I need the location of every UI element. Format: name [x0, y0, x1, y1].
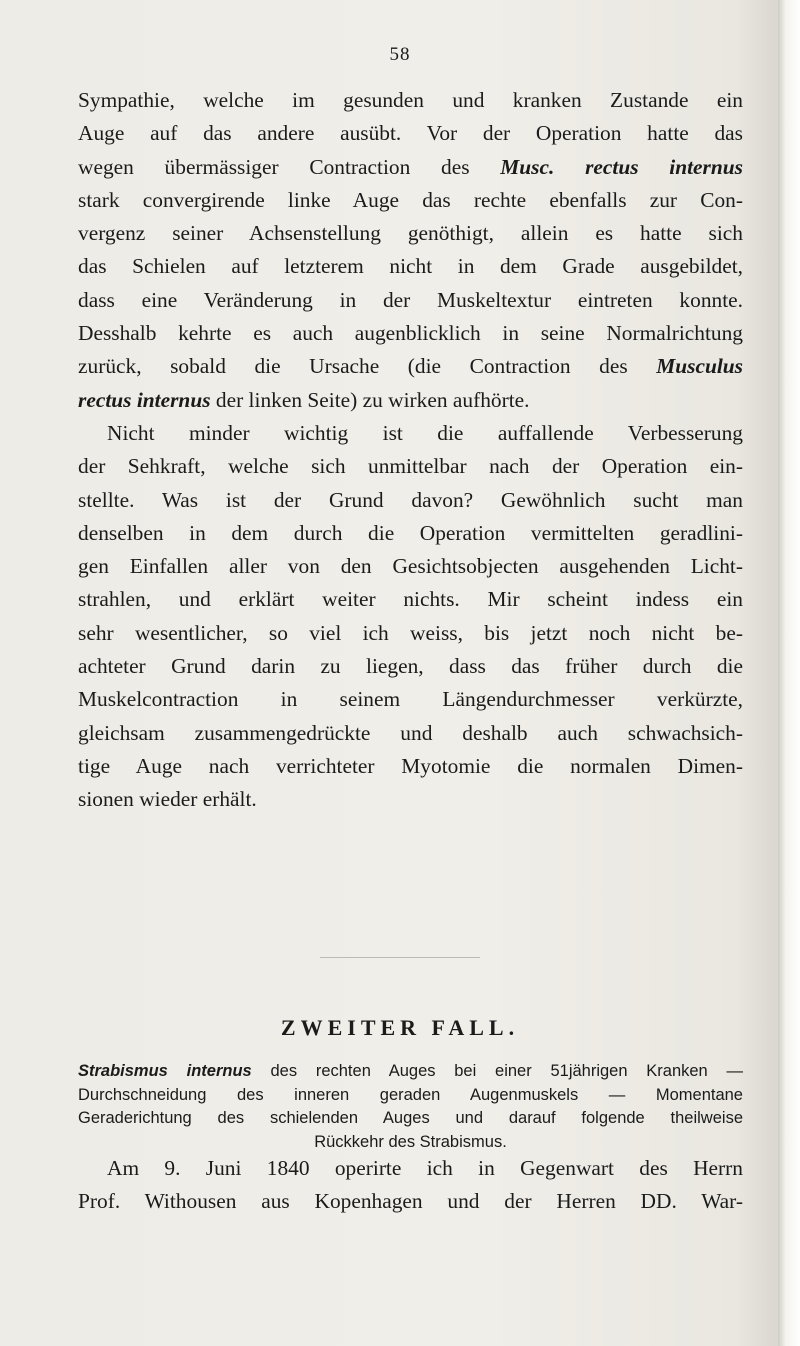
text-line: sehr wesentlicher, so viel ich weiss, bis jetzt noch nicht be- [78, 620, 743, 645]
paragraph-sympathie [78, 84, 743, 817]
paragraph-case-opening [78, 1152, 743, 1219]
text-line [78, 350, 743, 383]
text-line: Prof. Withousen aus Kopenhagen und der Herren DD. War- [78, 1189, 743, 1214]
text-line: Desshalb kehrte es auch augenblicklich in seine Normalrichtung [78, 321, 743, 346]
text-line: der Sehkraft, welche sich unmittelbar nach der Operation ein- [78, 454, 743, 479]
text-line: Sympathie, welche im gesunden und kranken Zustande ein [78, 88, 743, 112]
text-line: dass eine Veränderung in der Muskeltextur eintreten konnte. [78, 287, 743, 312]
text-line: tige Auge nach verrichteter Myotomie die normalen Dimen- [78, 753, 743, 778]
latin-term: Musculus [656, 354, 743, 379]
text-run: des rechten Auges bei einer 51jährigen Kranken — [251, 1062, 743, 1080]
text-run: wegen übermässiger Contraction des [78, 154, 501, 179]
page-edge [778, 0, 800, 1346]
text-line: Am 9. Juni 1840 operirte ich in Gegenwart des Herrn [107, 1156, 743, 1180]
summary-line: Geraderichtung des schielenden Auges und darauf folgende theilweise [78, 1109, 743, 1127]
text-line [78, 151, 743, 184]
page-number: 58 [389, 44, 411, 65]
latin-term: rectus internus [78, 387, 211, 412]
latin-term: Strabismus internus [78, 1062, 252, 1080]
text-line: achteter Grund darin zu liegen, dass das früher durch die [78, 654, 743, 679]
text-line: Auge auf das andere ausübt. Vor der Operation hatte das [78, 121, 743, 146]
text-line: gleichsam zusammengedrückte und deshalb auch schwachsich- [78, 720, 743, 745]
summary-line: Durchschneidung des inneren geraden Augenmuskels — Momentane [78, 1085, 743, 1104]
text-line: denselben in dem durch die Operation vermittelten geradlini- [78, 520, 743, 545]
section-title: ZWEITER FALL. [280, 1015, 520, 1040]
text-line: das Schielen auf letzterem nicht in dem Grade ausgebildet, [78, 254, 743, 279]
summary-line: Rückkehr des Strabismus. [314, 1132, 507, 1151]
text-line: stellte. Was ist der Grund davon? Gewöhnlich sucht man [78, 487, 743, 512]
text-line: Muskelcontraction in seinem Längendurchmesser verkürzte, [78, 687, 743, 712]
text-line: strahlen, und erklärt weiter nichts. Mir scheint indess ein [78, 587, 743, 612]
latin-term: Musc. rectus internus [500, 154, 743, 179]
text-line: stark convergirende linke Auge das rechte ebenfalls zur Con- [78, 187, 743, 212]
section-divider [320, 957, 480, 958]
text-run: zurück, sobald die Ursache (die Contraction des [78, 354, 657, 379]
summary-line [78, 1060, 743, 1084]
text-line: gen Einfallen aller von den Gesichtsobjecten ausgehenden Licht- [78, 554, 743, 579]
text-line [78, 384, 743, 417]
case-summary [78, 1060, 743, 1154]
text-line: Nicht minder wichtig ist die auffallende Verbesserung [107, 420, 743, 445]
text-line: sionen wieder erhält. [78, 787, 257, 812]
text-run: der linken Seite) zu wirken aufhörte. [210, 387, 530, 412]
text-line: vergenz seiner Achsenstellung genöthigt, allein es hatte sich [78, 221, 743, 246]
